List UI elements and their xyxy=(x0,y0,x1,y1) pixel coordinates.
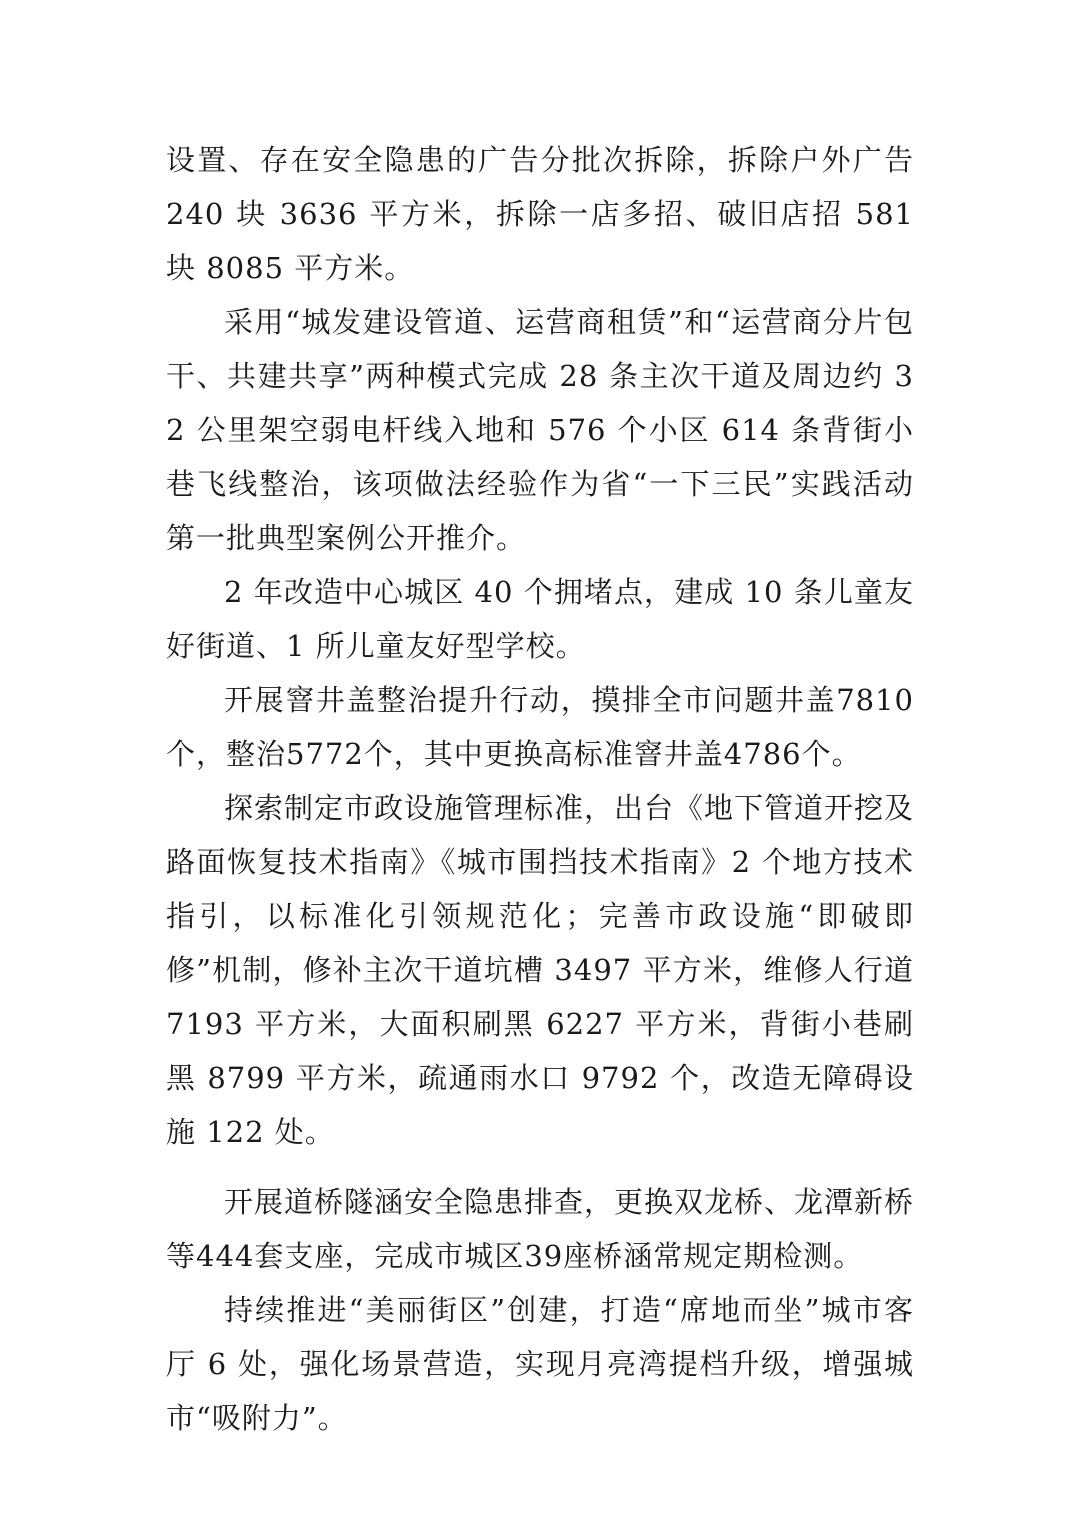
paragraph-manhole-covers: 开展窨井盖整治提升行动，摸排全市问题井盖7810个，整治5772个，其中更换高标准窨井盖4786个。 xyxy=(166,683,914,771)
paragraph-ad-removal: 设置、存在安全隐患的广告分批次拆除，拆除户外广告 240 块 3636 平方米，拆除一店多招、破旧店招 581 块 8085 平方米。 xyxy=(166,143,914,285)
paragraph-weak-current-lines: 采用“城发建设管道、运营商租赁”和“运营商分片包干、共建共享”两种模式完成 28 条主次干道及周边约 32 公里架空弱电杆线入地和 576 个小区 614 条背街小巷飞线整治，该项做法经验作为省“一下三民”实践活动第一批典型案例公开推介。 xyxy=(166,305,914,555)
paragraph-municipal-standards: 探索制定市政设施管理标准，出台《地下管道开挖及路面恢复技术指南》《城市围挡技术指南》2 个地方技术指引，以标准化引领规范化；完善市政设施“即破即修”机制，修补主次干道坑槽 3497 平方米，维修人行道 7193 平方米，大面积刷黑 6227 平方米，背街小巷刷黑 8799 平方米，疏通雨水口 9792 个，改造无障碍设施 122 处。 xyxy=(166,791,915,1149)
document-body xyxy=(166,133,914,1445)
paragraph-bridge-inspection: 开展道桥隧涵安全隐患排查，更换双龙桥、龙潭新桥等444套支座，完成市城区39座桥涵常规定期检测。 xyxy=(166,1185,915,1273)
paragraph-gap xyxy=(166,1159,914,1175)
paragraph-congestion-points: 2 年改造中心城区 40 个拥堵点，建成 10 条儿童友好街道、1 所儿童友好型学校。 xyxy=(166,575,914,663)
paragraph-beautiful-streets: 持续推进“美丽街区”创建，打造“席地而坐”城市客厅 6 处，强化场景营造，实现月亮湾提档升级，增强城市“吸附力”。 xyxy=(166,1293,914,1435)
